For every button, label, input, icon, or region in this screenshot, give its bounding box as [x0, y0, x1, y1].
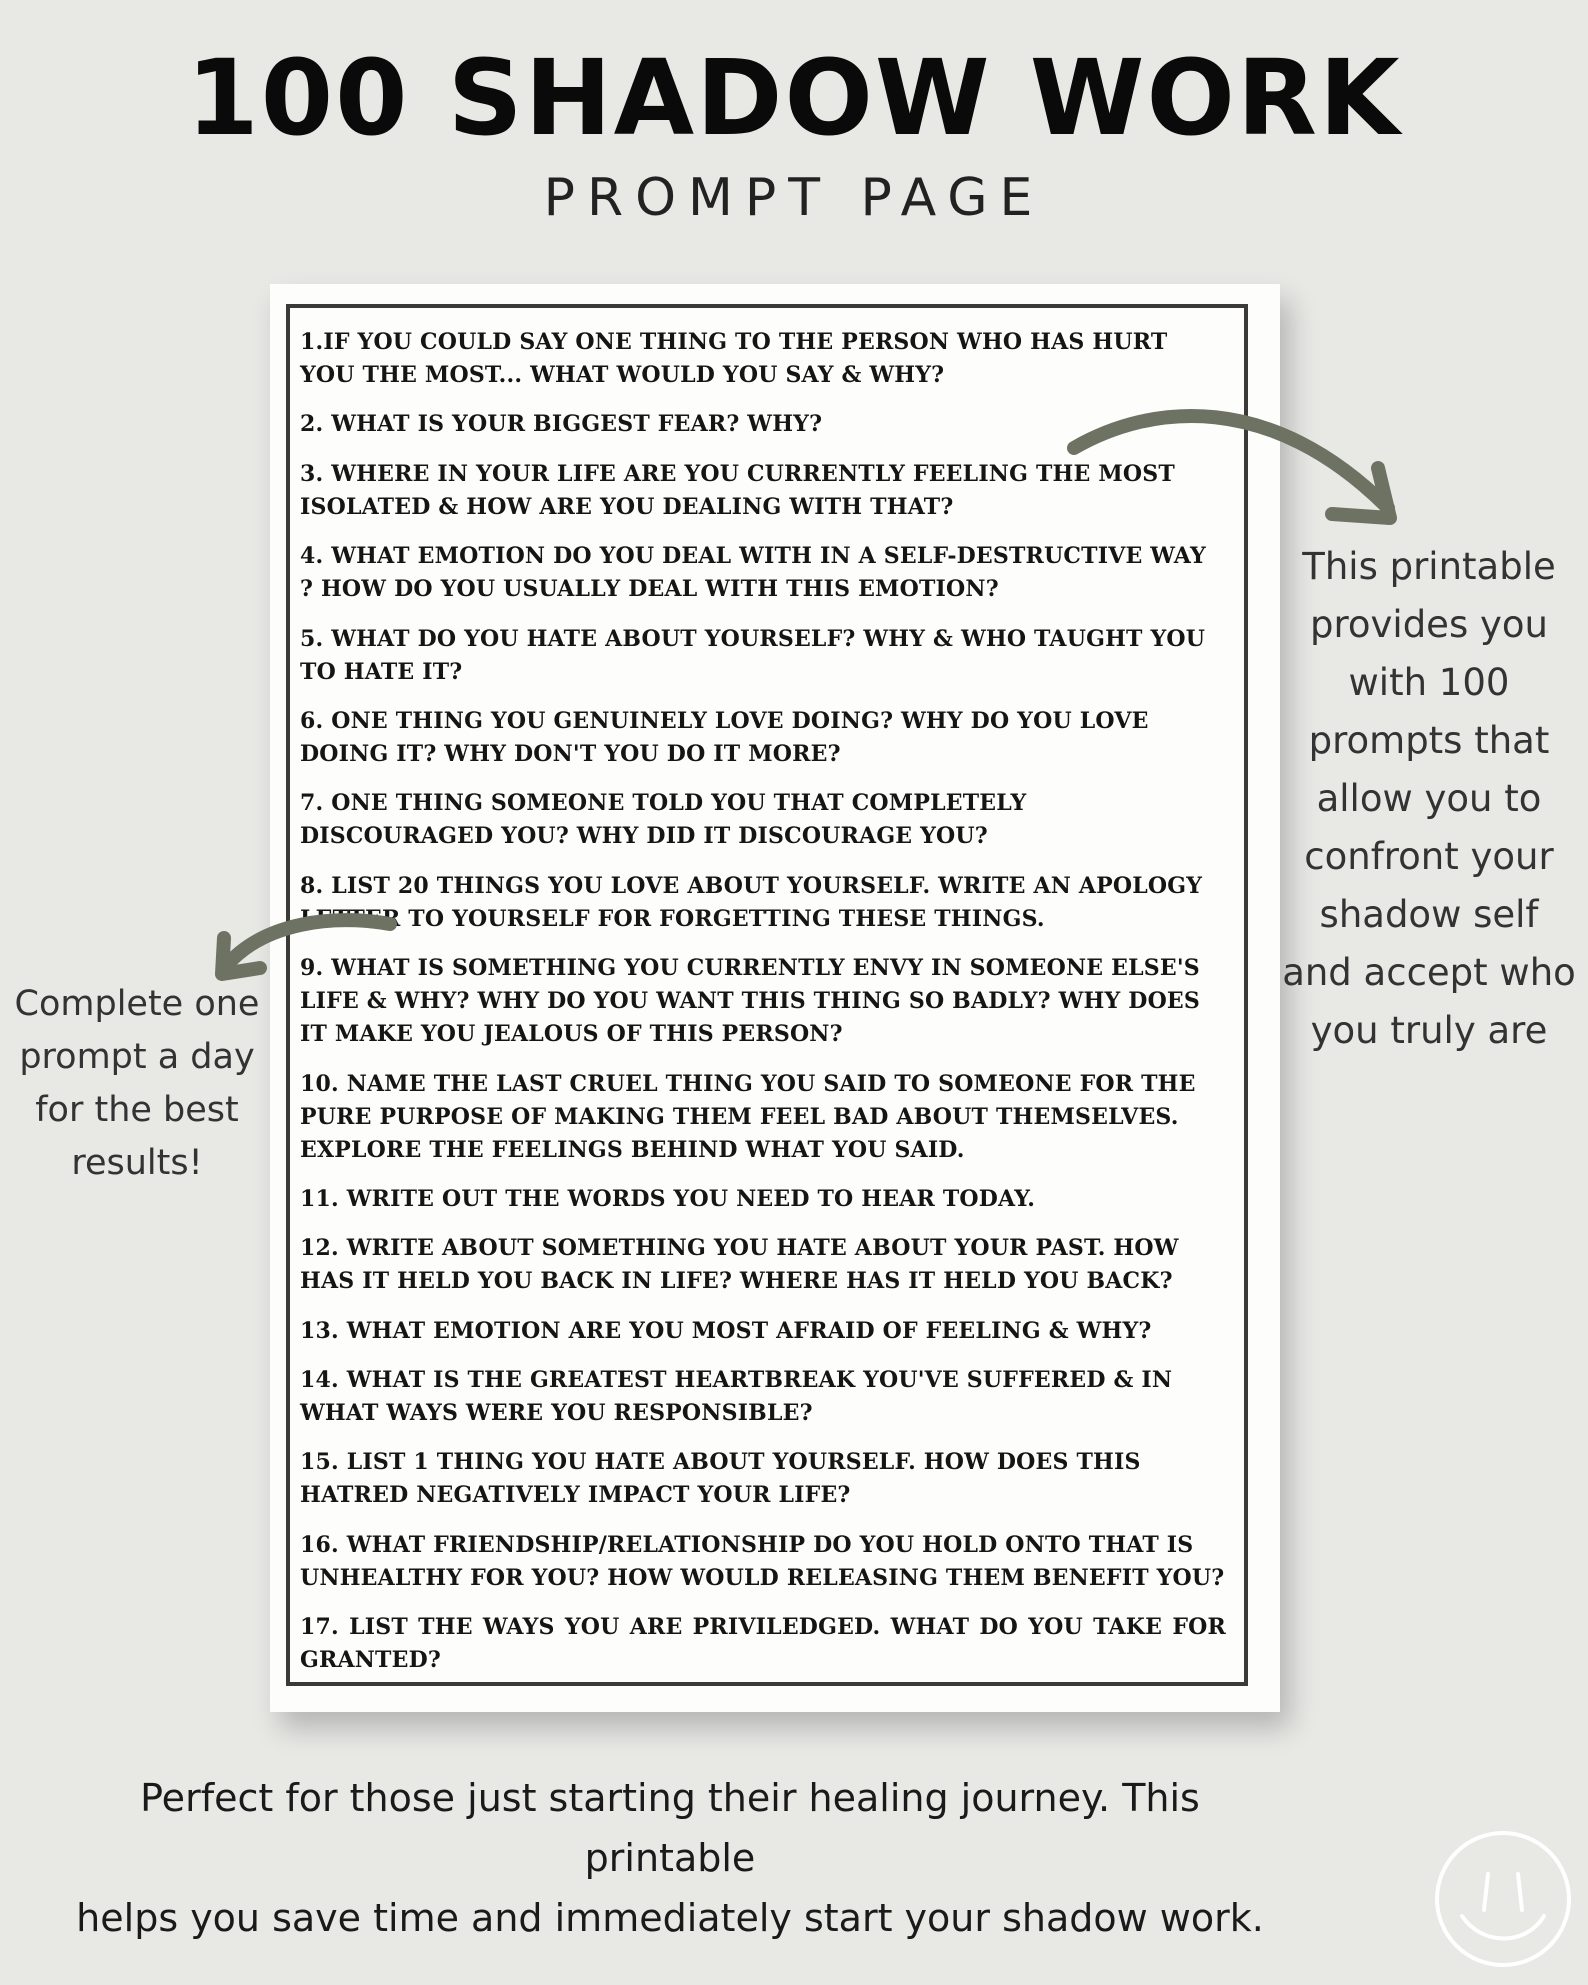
prompt-item: 10. NAME THE LAST CRUEL THING YOU SAID TO SOMEONE FOR THE PURE PURPOSE OF MAKING THEM FEEL BAD ABOUT THEMSELVES. EXPLORE THE FEELINGS BEHIND WHAT YOU SAID.	[300, 1070, 1196, 1163]
prompt-item: 6. ONE THING YOU GENUINELY LOVE DOING? WHY DO YOU LOVE DOING IT? WHY DON'T YOU DO IT MORE?	[300, 707, 1149, 767]
page-title: 100 SHADOW WORK	[186, 37, 1402, 159]
curved-arrow-right-icon	[1060, 396, 1410, 536]
prompt-item: 12. WRITE ABOUT SOMETHING YOU HATE ABOUT YOUR PAST. HOW HAS IT HELD YOU BACK IN LIFE? WHERE HAS IT HELD YOU BACK?	[300, 1235, 1179, 1295]
footer-line: Perfect for those just starting their healing journey. This printable	[140, 1776, 1200, 1880]
prompt-item: 7. ONE THING SOMEONE TOLD YOU THAT COMPLETELY DISCOURAGED YOU? WHY DID IT DISCOURAGE YOU?	[300, 790, 1027, 850]
prompt-item: 1.IF YOU COULD SAY ONE THING TO THE PERSON WHO HAS HURT YOU THE MOST... WHAT WOULD YOU SAY & WHY?	[300, 329, 1168, 388]
footer-line: helps you save time and immediately start your shadow work.	[76, 1896, 1264, 1940]
page-subtitle: PROMPT PAGE	[543, 168, 1045, 228]
prompt-item: 8. LIST 20 THINGS YOU LOVE ABOUT YOURSELF. WRITE AN APOLOGY LETTER TO YOURSELF FOR FORGETTING THESE THINGS.	[300, 872, 1203, 932]
tip-note: Complete one prompt a day for the best results!	[14, 984, 260, 1183]
smiley-face-icon	[1432, 1828, 1574, 1970]
description-note: This printable provides you with 100 prompts that allow you to confront your shadow self and accept who you truly are	[1282, 545, 1576, 1052]
prompt-item: 16. WHAT FRIENDSHIP/RELATIONSHIP DO YOU HOLD ONTO THAT IS UNHEALTHY FOR YOU? HOW WOULD RELEASING THEM BENEFIT YOU?	[300, 1531, 1225, 1591]
footer-text	[50, 1768, 1290, 1948]
prompt-item: 17. LIST THE WAYS YOU ARE PRIVILEDGED. WHAT DO YOU TAKE FOR GRANTED?	[300, 1614, 1226, 1674]
prompt-item: 14. WHAT IS THE GREATEST HEARTBREAK YOU'VE SUFFERED & IN WHAT WAYS WERE YOU RESPONSIBLE?	[300, 1367, 1173, 1427]
prompt-item: 15. LIST 1 THING YOU HATE ABOUT YOURSELF. HOW DOES THIS HATRED NEGATIVELY IMPACT YOUR LIFE?	[300, 1449, 1141, 1509]
prompt-item: 2. WHAT IS YOUR BIGGEST FEAR? WHY?	[300, 411, 823, 438]
prompt-item: 11. WRITE OUT THE WORDS YOU NEED TO HEAR TODAY.	[300, 1185, 1036, 1212]
prompt-item: 13. WHAT EMOTION ARE YOU MOST AFRAID OF FEELING & WHY?	[300, 1317, 1152, 1344]
prompt-item: 5. WHAT DO YOU HATE ABOUT YOURSELF? WHY & WHO TAUGHT YOU TO HATE IT?	[300, 625, 1206, 685]
prompt-item: 3. WHERE IN YOUR LIFE ARE YOU CURRENTLY FEELING THE MOST ISOLATED & HOW ARE YOU DEALING WITH THAT?	[300, 460, 1175, 520]
prompt-item: 9. WHAT IS SOMETHING YOU CURRENTLY ENVY IN SOMEONE ELSE'S LIFE & WHY? WHY DO YOU WANT THIS THING SO BADLY? WHY DOES IT MAKE YOU JEALOUS OF THIS PERSON?	[300, 955, 1200, 1048]
prompt-item: 4. WHAT EMOTION DO YOU DEAL WITH IN A SELF-DESTRUCTIVE WAY ? HOW DO YOU USUALLY DEAL WITH THIS EMOTION?	[300, 543, 1206, 603]
